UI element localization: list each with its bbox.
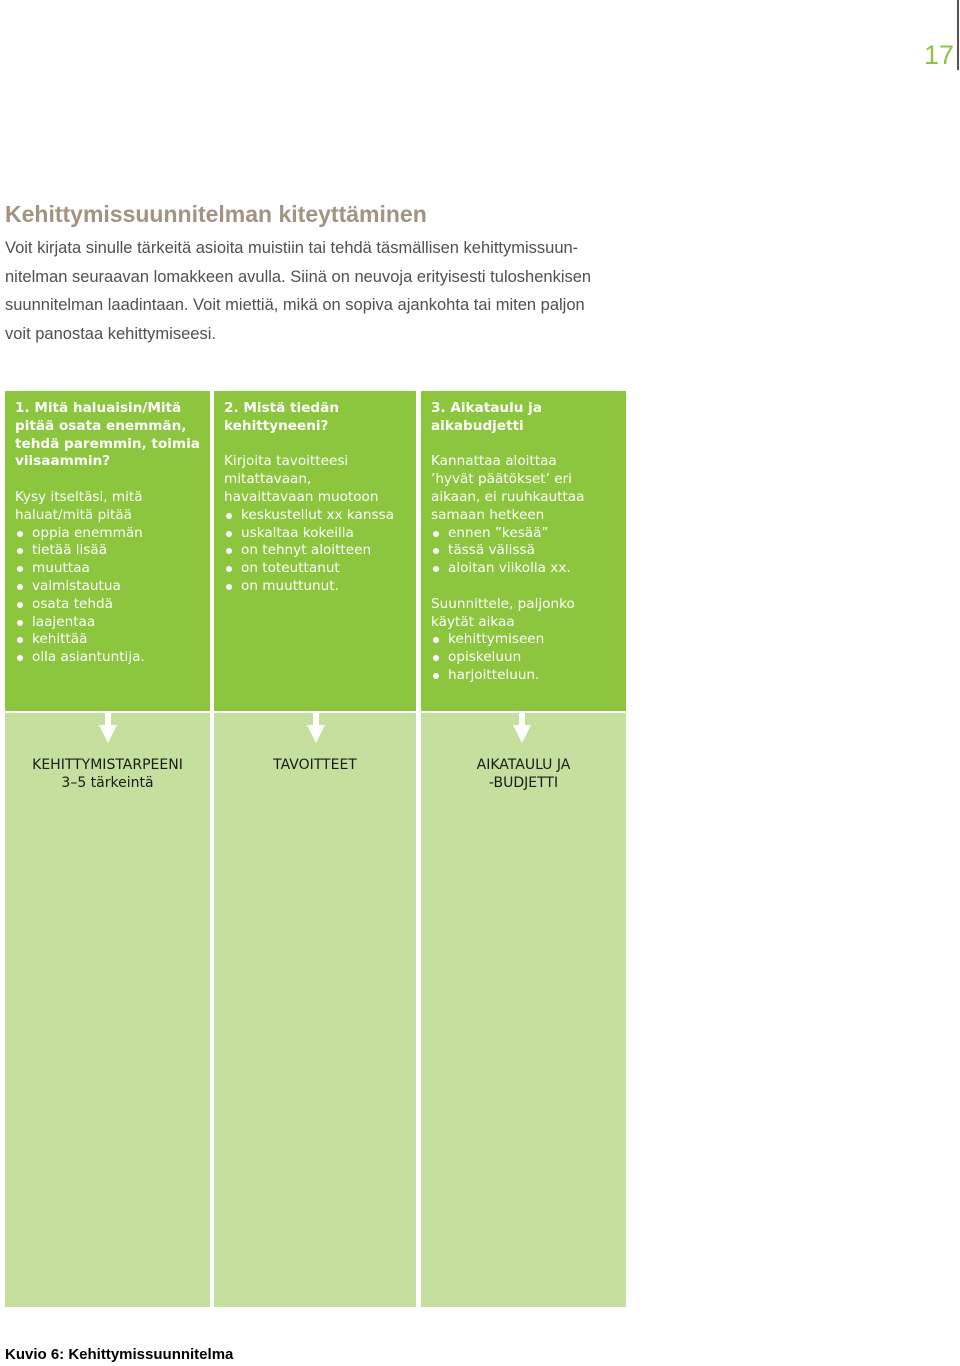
heading-line: pitää osata enemmän, bbox=[15, 417, 187, 434]
bullet-item: laajentaa bbox=[15, 614, 200, 632]
paragraph-line: ’hyvät päätökset’ eri bbox=[431, 471, 572, 488]
panel-paragraph bbox=[224, 453, 406, 595]
bullet-item: keskustellut xx kanssa bbox=[224, 507, 406, 525]
box-schedule-budget bbox=[421, 713, 626, 1307]
paragraph-line: Kirjoita tavoitteesi bbox=[224, 453, 349, 470]
bullet-item: kehittää bbox=[15, 631, 200, 649]
bullet-item: ennen ”kesää” bbox=[431, 525, 616, 543]
box-label-line: 3–5 tärkeintä bbox=[61, 775, 154, 791]
bullet-item: on toteuttanut bbox=[224, 560, 406, 578]
bullet-item: valmistautua bbox=[15, 578, 200, 596]
page-number: 17 bbox=[923, 40, 954, 70]
bullet-item: harjoitteluun. bbox=[431, 667, 616, 685]
box-label bbox=[421, 756, 626, 792]
bullet-item: kehittymiseen bbox=[431, 631, 616, 649]
box-label bbox=[214, 756, 416, 774]
bullet-list bbox=[15, 525, 200, 667]
panel-paragraph bbox=[15, 489, 200, 667]
paragraph-line: Kysy itseltäsi, mitä bbox=[15, 488, 143, 505]
paragraph-line: käytät aikaa bbox=[431, 613, 515, 630]
paragraph-line: aikaan, ei ruuhkauttaa bbox=[431, 488, 585, 505]
bullet-item: on muuttunut. bbox=[224, 578, 406, 596]
panel-development-needs bbox=[5, 391, 210, 711]
arrow-down-icon bbox=[513, 713, 531, 743]
intro-line: nitelman seuraavan lomakkeen avulla. Siinä on neuvoja erityisesti tuloshenkisen bbox=[5, 267, 592, 286]
bullet-list bbox=[224, 507, 406, 596]
bullet-item: uskaltaa kokeilla bbox=[224, 525, 406, 543]
panel-heading bbox=[15, 400, 200, 471]
heading-line: kehittyneeni? bbox=[224, 417, 329, 434]
intro-paragraph bbox=[5, 234, 645, 348]
bullet-item: on tehnyt aloitteen bbox=[224, 542, 406, 560]
paragraph-line: samaan hetkeen bbox=[431, 506, 545, 523]
paragraph-line: Suunnittele, paljonko bbox=[431, 595, 575, 612]
bullet-item: aloitan viikolla xx. bbox=[431, 560, 616, 578]
bullet-list bbox=[431, 631, 616, 684]
panel-heading bbox=[224, 400, 406, 436]
bullet-item: olla asiantuntija. bbox=[15, 649, 200, 667]
heading-line: viisaammin? bbox=[15, 453, 111, 470]
bullet-item: opiskeluun bbox=[431, 649, 616, 667]
heading-line: 2. Mistä tiedän bbox=[224, 400, 339, 416]
figure-caption: Kuvio 6: Kehittymissuunnitelma bbox=[5, 1346, 234, 1363]
panel-heading bbox=[431, 400, 616, 436]
heading-line: 3. Aikataulu ja bbox=[431, 400, 543, 416]
heading-line: 1. Mitä haluaisin/Mitä bbox=[15, 400, 182, 416]
box-label bbox=[5, 756, 210, 792]
margin-rule bbox=[957, 0, 959, 70]
paragraph-line: haluat/mitä pitää bbox=[15, 506, 132, 523]
box-label-line: AIKATAULU JA bbox=[476, 757, 571, 773]
box-label-line: KEHITTYMISTARPEENI bbox=[32, 757, 183, 773]
panel-how-do-i-know bbox=[214, 391, 416, 711]
paragraph-line: mitattavaan, bbox=[224, 471, 312, 488]
panel-paragraph bbox=[431, 596, 616, 685]
arrow-down-icon bbox=[99, 713, 117, 743]
paragraph-line: havaittavaan muotoon bbox=[224, 488, 379, 505]
paragraph-line: Kannattaa aloittaa bbox=[431, 453, 557, 470]
box-goals bbox=[214, 713, 416, 1307]
heading-line: aikabudjetti bbox=[431, 417, 524, 434]
bullet-item: muuttaa bbox=[15, 560, 200, 578]
section-title: Kehittymissuunnitelman kiteyttäminen bbox=[5, 201, 427, 227]
intro-line: voit panostaa kehittymiseesi. bbox=[5, 324, 216, 343]
intro-line: Voit kirjata sinulle tärkeitä asioita muistiin tai tehdä täsmällisen kehittymissuun- bbox=[5, 239, 579, 257]
arrow-down-icon bbox=[307, 713, 325, 743]
box-label-line: -BUDJETTI bbox=[488, 775, 559, 791]
box-development-needs bbox=[5, 713, 210, 1307]
bullet-item: oppia enemmän bbox=[15, 525, 200, 543]
panel-schedule-budget bbox=[421, 391, 626, 711]
box-label-line: TAVOITTEET bbox=[273, 757, 357, 773]
panel-paragraph bbox=[431, 453, 616, 578]
bullet-item: tässä välissä bbox=[431, 542, 616, 560]
bullet-item: osata tehdä bbox=[15, 596, 200, 614]
heading-line: tehdä paremmin, toimia bbox=[15, 435, 200, 452]
bullet-list bbox=[431, 525, 616, 578]
bullet-item: tietää lisää bbox=[15, 542, 200, 560]
intro-line: suunnitelman laadintaan. Voit miettiä, mikä on sopiva ajankohta tai miten paljon bbox=[5, 296, 585, 314]
